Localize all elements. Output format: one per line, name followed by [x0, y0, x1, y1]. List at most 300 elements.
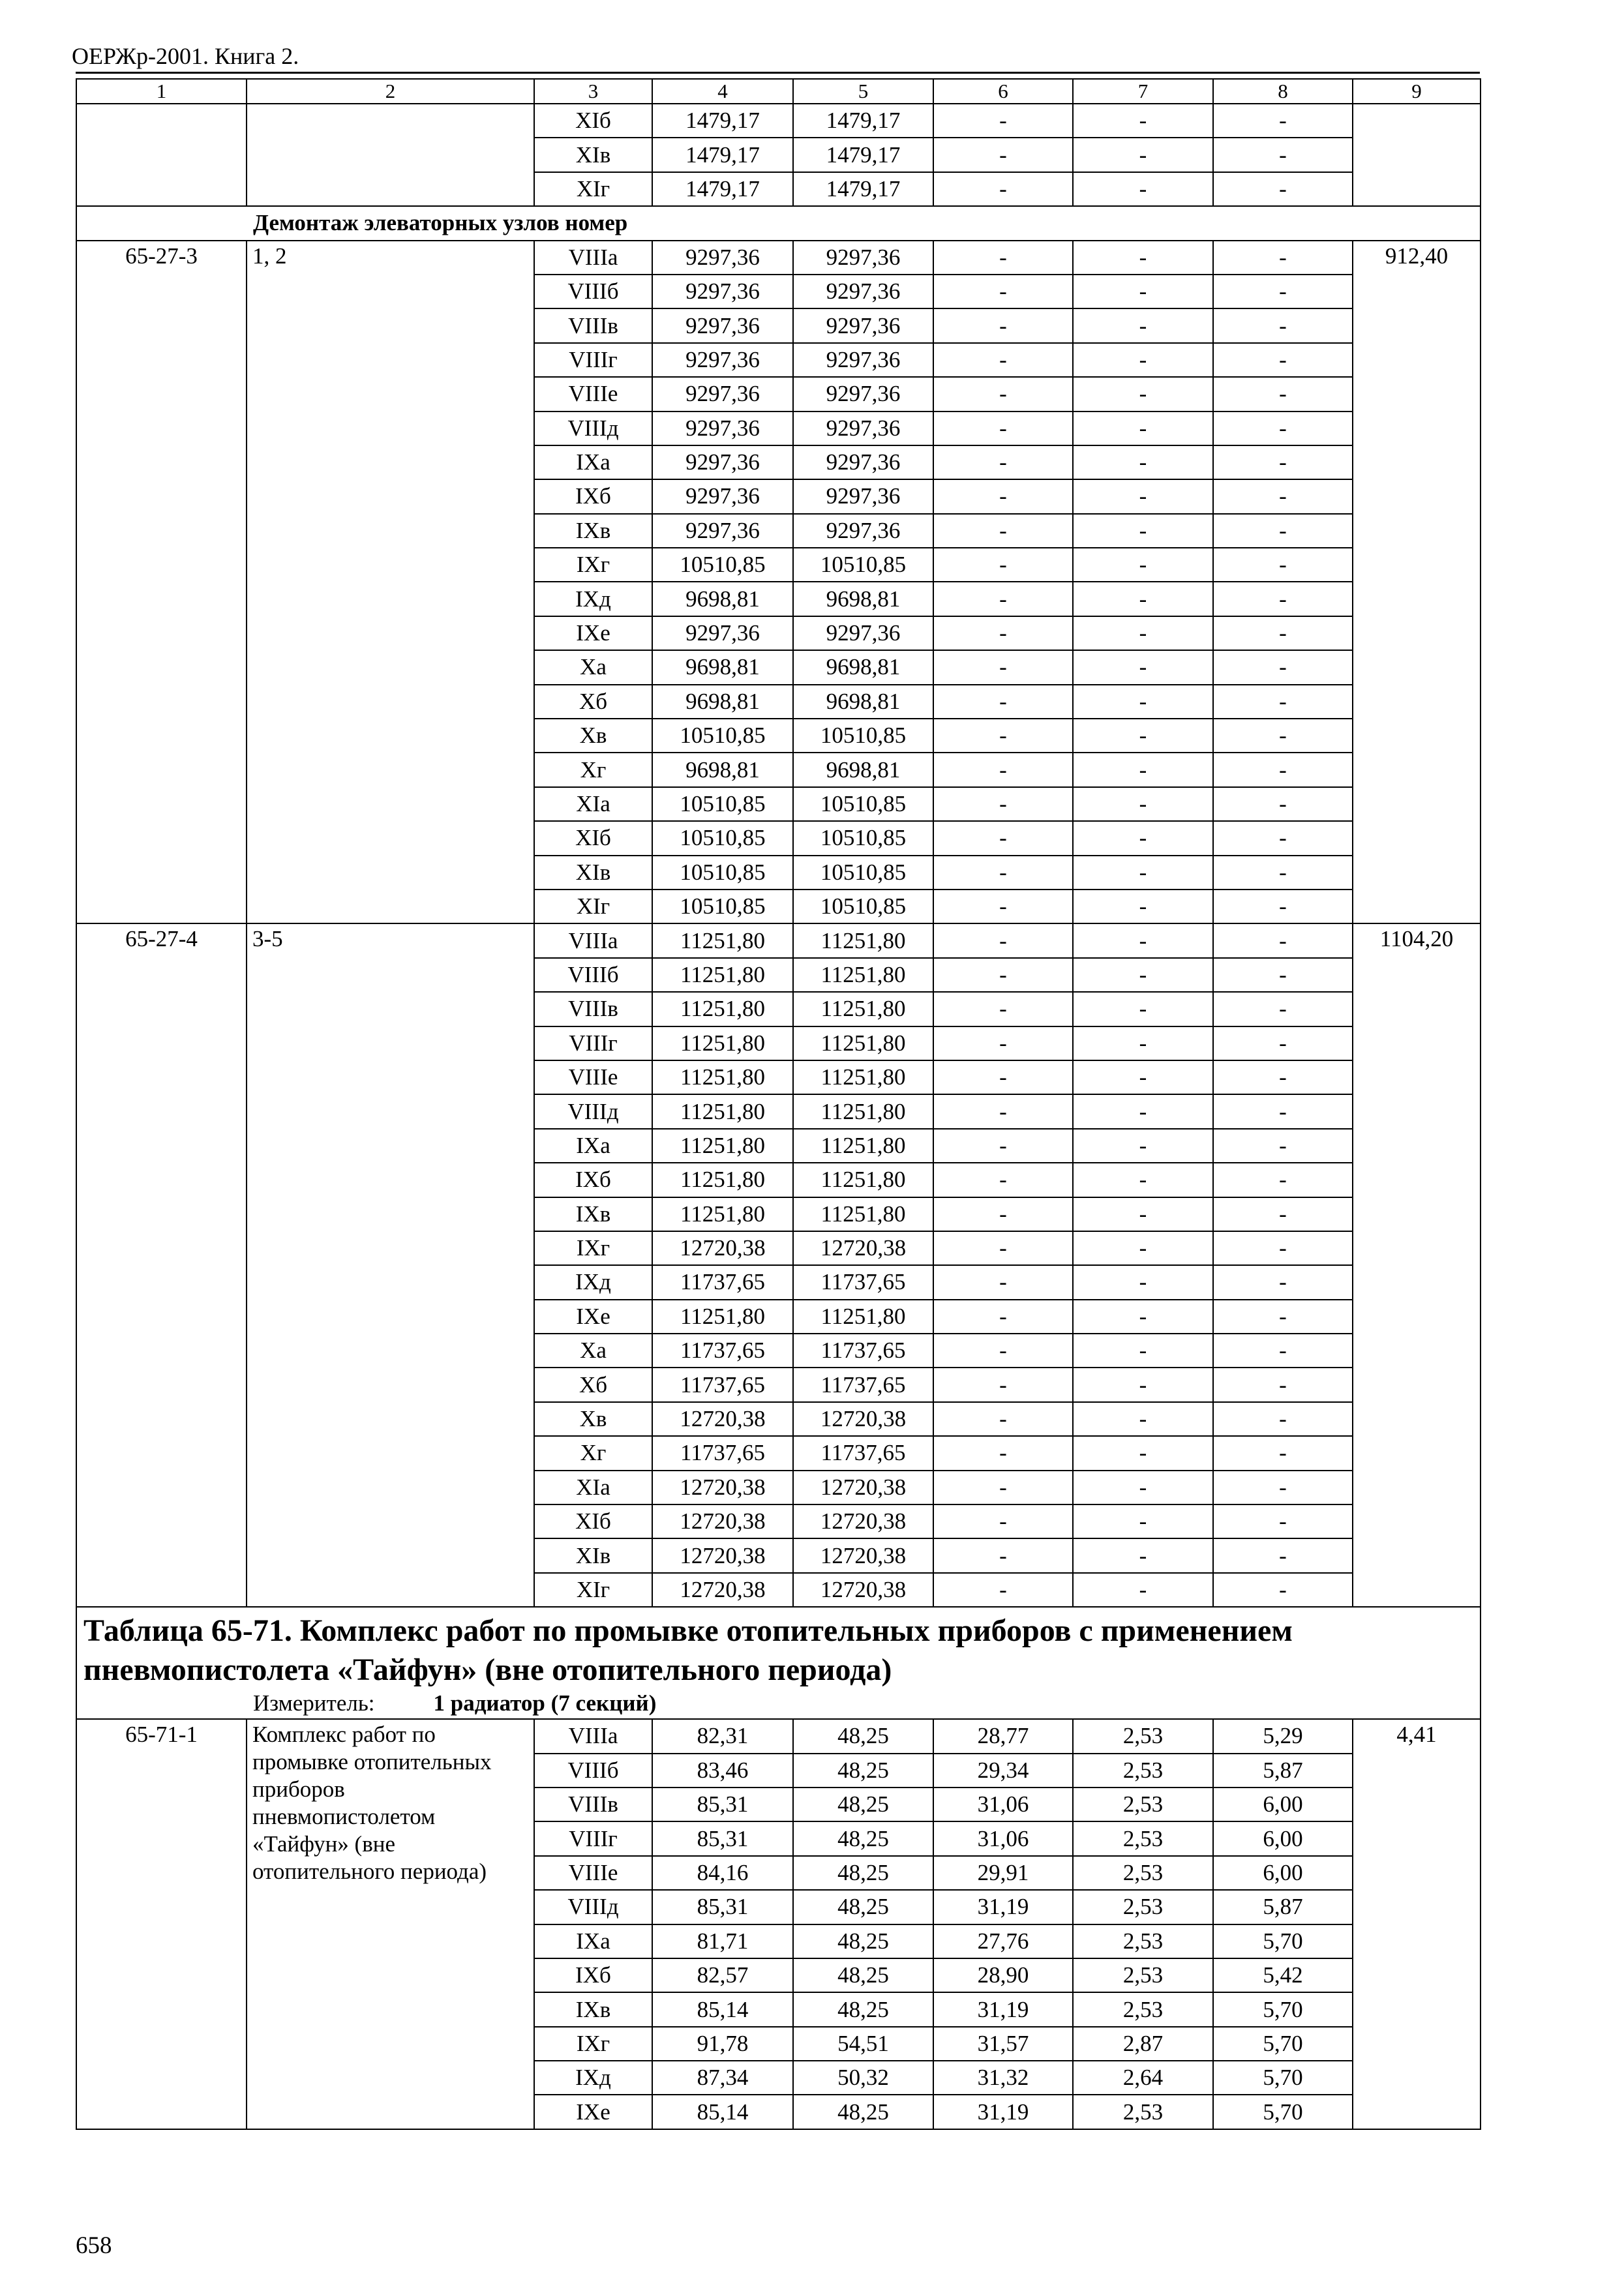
total-cost-cell: 11251,80: [652, 958, 793, 992]
labor-cost-cell: 48,25: [793, 1754, 933, 1788]
labor-cost-cell: 11251,80: [793, 992, 933, 1026]
total-cost-cell: 12720,38: [652, 1573, 793, 1607]
labor-cost-cell: 9297,36: [793, 308, 933, 342]
operator-wage-cell: 2,53: [1073, 1958, 1213, 1992]
total-cost-cell: 84,16: [652, 1856, 793, 1890]
labor-cost-cell: 9297,36: [793, 275, 933, 308]
materials-cost-cell: -: [1213, 821, 1353, 855]
materials-cost-cell: -: [1213, 548, 1353, 582]
operator-wage-cell: -: [1073, 1436, 1213, 1470]
category-cell: IXа: [534, 1924, 652, 1958]
machine-cost-cell: -: [933, 1504, 1073, 1538]
rates-table-body: [76, 79, 1481, 2129]
materials-cost-cell: -: [1213, 377, 1353, 411]
materials-cost-cell: 5,87: [1213, 1890, 1353, 1924]
operator-wage-cell: 2,53: [1073, 1788, 1213, 1821]
total-cost-cell: 9297,36: [652, 616, 793, 650]
materials-cost-cell: -: [1213, 104, 1353, 138]
operator-wage-cell: -: [1073, 1538, 1213, 1572]
category-cell: VIIIв: [534, 1788, 652, 1821]
total-cost-cell: 82,31: [652, 1719, 793, 1753]
total-cost-cell: 9297,36: [652, 514, 793, 548]
operator-wage-cell: -: [1073, 479, 1213, 513]
labor-cost-cell: 48,25: [793, 1958, 933, 1992]
labor-cost-cell: 11737,65: [793, 1265, 933, 1299]
materials-cost-cell: -: [1213, 1300, 1353, 1334]
materials-cost-cell: -: [1213, 992, 1353, 1026]
materials-cost-cell: -: [1213, 650, 1353, 684]
labor-cost-cell: 48,25: [793, 1788, 933, 1821]
materials-cost-cell: -: [1213, 1471, 1353, 1504]
rates-table: [76, 78, 1481, 2130]
materials-cost-cell: -: [1213, 719, 1353, 753]
operator-wage-cell: -: [1073, 685, 1213, 719]
total-cost-cell: 11251,80: [652, 1129, 793, 1163]
machine-cost-cell: -: [933, 275, 1073, 308]
labor-cost-cell: 48,25: [793, 1719, 933, 1753]
materials-cost-cell: 5,70: [1213, 2095, 1353, 2129]
category-cell: IXв: [534, 514, 652, 548]
operator-wage-cell: -: [1073, 411, 1213, 445]
total-cost-cell: 10510,85: [652, 890, 793, 923]
machine-cost-cell: -: [933, 1129, 1073, 1163]
machine-cost-cell: -: [933, 582, 1073, 616]
machine-cost-cell: -: [933, 308, 1073, 342]
materials-cost-cell: -: [1213, 138, 1353, 172]
machine-cost-cell: -: [933, 1265, 1073, 1299]
total-cost-cell: 1479,17: [652, 138, 793, 172]
materials-cost-cell: -: [1213, 1504, 1353, 1538]
column-header-4: 4: [652, 79, 793, 104]
materials-cost-cell: -: [1213, 275, 1353, 308]
machine-cost-cell: 29,34: [933, 1754, 1073, 1788]
category-cell: VIIIе: [534, 377, 652, 411]
total-cost-cell: 9297,36: [652, 275, 793, 308]
labor-cost-cell: 10510,85: [793, 856, 933, 890]
total-cost-cell: 11251,80: [652, 1163, 793, 1197]
labor-cost-cell: 10510,85: [793, 548, 933, 582]
materials-cost-cell: -: [1213, 685, 1353, 719]
table-heading-line-1: Таблица 65-71. Комплекс работ по промывке отопительных приборов с применением: [83, 1613, 1293, 1649]
machine-cost-cell: -: [933, 1231, 1073, 1265]
machine-cost-cell: 31,19: [933, 1992, 1073, 2026]
total-cost-cell: 11251,80: [652, 992, 793, 1026]
machine-cost-cell: -: [933, 753, 1073, 786]
machine-cost-cell: -: [933, 1300, 1073, 1334]
category-cell: Xб: [534, 685, 652, 719]
labor-cost-cell: 12720,38: [793, 1471, 933, 1504]
machine-cost-cell: -: [933, 445, 1073, 479]
total-cost-cell: 9297,36: [652, 445, 793, 479]
materials-cost-cell: -: [1213, 514, 1353, 548]
labor-cost-cell: 9698,81: [793, 685, 933, 719]
labor-cost-cell: 48,25: [793, 2095, 933, 2129]
machine-cost-cell: -: [933, 1060, 1073, 1094]
category-cell: IXа: [534, 445, 652, 479]
job-description-line: приборов: [252, 1776, 345, 1803]
job-description: 3-5: [247, 923, 534, 1607]
machine-cost-cell: -: [933, 958, 1073, 992]
category-cell: IXг: [534, 548, 652, 582]
machine-cost-cell: -: [933, 787, 1073, 821]
materials-cost-cell: -: [1213, 923, 1353, 957]
labor-cost-cell: 11251,80: [793, 1129, 933, 1163]
labor-cost-cell: 9297,36: [793, 411, 933, 445]
category-cell: XIв: [534, 856, 652, 890]
operator-wage-cell: -: [1073, 1300, 1213, 1334]
total-cost-cell: 10510,85: [652, 548, 793, 582]
category-cell: IXд: [534, 582, 652, 616]
table-heading: [76, 1607, 1481, 1719]
materials-cost-cell: 5,42: [1213, 1958, 1353, 1992]
section-row: [76, 206, 1481, 240]
materials-cost-cell: -: [1213, 241, 1353, 275]
materials-cost-cell: -: [1213, 1573, 1353, 1607]
job-description-line: «Тайфун» (вне: [252, 1831, 396, 1857]
category-cell: VIIIг: [534, 1026, 652, 1060]
materials-cost-cell: -: [1213, 787, 1353, 821]
labor-cost-cell: 9297,36: [793, 514, 933, 548]
section-title: Демонтаж элеваторных узлов номер: [76, 206, 1481, 240]
machine-cost-cell: -: [933, 1436, 1073, 1470]
labor-cost-cell: 48,25: [793, 1821, 933, 1855]
labor-cost-cell: 11251,80: [793, 1060, 933, 1094]
category-cell: IXб: [534, 1958, 652, 1992]
operator-wage-cell: -: [1073, 1368, 1213, 1401]
column-header-row: [76, 79, 1481, 104]
materials-cost-cell: -: [1213, 411, 1353, 445]
category-cell: VIIIе: [534, 1060, 652, 1094]
materials-cost-cell: 5,29: [1213, 1719, 1353, 1753]
job-description: [247, 1719, 534, 2129]
total-cost-cell: 9698,81: [652, 650, 793, 684]
materials-cost-cell: -: [1213, 1538, 1353, 1572]
table-row: [76, 104, 1481, 138]
category-cell: VIIIв: [534, 308, 652, 342]
materials-cost-cell: -: [1213, 1265, 1353, 1299]
category-cell: XIб: [534, 821, 652, 855]
materials-cost-cell: -: [1213, 445, 1353, 479]
rate-code: 65-27-3: [76, 241, 247, 924]
machine-cost-cell: -: [933, 241, 1073, 275]
labor-cost-cell: 9297,36: [793, 479, 933, 513]
category-cell: VIIIб: [534, 275, 652, 308]
labor-cost-cell: 54,51: [793, 2027, 933, 2061]
machine-cost-cell: -: [933, 1197, 1073, 1231]
materials-cost-cell: -: [1213, 856, 1353, 890]
total-cost-cell: 82,57: [652, 1958, 793, 1992]
machine-cost-cell: -: [933, 1368, 1073, 1401]
total-cost-cell: 9297,36: [652, 479, 793, 513]
operator-wage-cell: -: [1073, 1334, 1213, 1368]
total-cost-cell: 12720,38: [652, 1538, 793, 1572]
labor-cost-cell: 48,25: [793, 1924, 933, 1958]
machine-cost-cell: -: [933, 992, 1073, 1026]
total-cost-cell: 12720,38: [652, 1504, 793, 1538]
category-cell: IXб: [534, 479, 652, 513]
operator-wage-cell: 2,64: [1073, 2061, 1213, 2095]
category-cell: IXг: [534, 2027, 652, 2061]
labor-cost-cell: 48,25: [793, 1992, 933, 2026]
operator-wage-cell: 2,53: [1073, 1754, 1213, 1788]
labor-cost-cell: 10510,85: [793, 890, 933, 923]
labor-cost-cell: 1479,17: [793, 138, 933, 172]
total-cost-cell: 1479,17: [652, 104, 793, 138]
operator-wage-cell: -: [1073, 1129, 1213, 1163]
labor-cost-cell: 9698,81: [793, 753, 933, 786]
operator-wage-cell: 2,53: [1073, 2095, 1213, 2129]
category-cell: VIIIд: [534, 1094, 652, 1128]
machine-cost-cell: -: [933, 1026, 1073, 1060]
materials-cost-cell: 5,70: [1213, 2061, 1353, 2095]
category-cell: IXв: [534, 1197, 652, 1231]
labor-cost-cell: 9297,36: [793, 377, 933, 411]
materials-cost-cell: -: [1213, 1060, 1353, 1094]
running-header: ОЕРЖр-2001. Книга 2.: [72, 43, 299, 69]
operator-wage-cell: 2,53: [1073, 1719, 1213, 1753]
page-number: 658: [76, 2232, 112, 2259]
table-heading-row: [76, 1607, 1481, 1719]
operator-wage-cell: -: [1073, 104, 1213, 138]
total-cost-cell: 12720,38: [652, 1471, 793, 1504]
labor-cost-cell: 11251,80: [793, 1026, 933, 1060]
machine-cost-cell: -: [933, 1538, 1073, 1572]
materials-cost-cell: 6,00: [1213, 1821, 1353, 1855]
materials-cost-cell: -: [1213, 308, 1353, 342]
materials-cost-cell: 5,70: [1213, 1992, 1353, 2026]
total-cost-cell: 11251,80: [652, 1060, 793, 1094]
labor-cost-cell: 9297,36: [793, 241, 933, 275]
machine-cost-cell: -: [933, 685, 1073, 719]
machine-cost-cell: -: [933, 890, 1073, 923]
labor-cost-cell: 10510,85: [793, 821, 933, 855]
column-header-2: 2: [247, 79, 534, 104]
operator-wage-cell: -: [1073, 1094, 1213, 1128]
labor-cost-cell: 12720,38: [793, 1538, 933, 1572]
operator-wage-cell: -: [1073, 582, 1213, 616]
operator-wage-cell: -: [1073, 821, 1213, 855]
operator-wage-cell: -: [1073, 138, 1213, 172]
operator-wage-cell: -: [1073, 172, 1213, 206]
labor-cost-cell: 12720,38: [793, 1402, 933, 1436]
total-cost-cell: 11251,80: [652, 1094, 793, 1128]
machine-cost-cell: -: [933, 479, 1073, 513]
operator-wage-cell: -: [1073, 958, 1213, 992]
measure-value: 1 радиатор (7 секций): [433, 1690, 657, 1716]
machine-cost-cell: 31,19: [933, 2095, 1073, 2129]
column-header-5: 5: [793, 79, 933, 104]
total-cost-cell: 81,71: [652, 1924, 793, 1958]
table-row: [76, 1719, 1481, 1753]
total-cost-cell: 9698,81: [652, 753, 793, 786]
machine-cost-cell: -: [933, 1094, 1073, 1128]
machine-cost-cell: -: [933, 1471, 1073, 1504]
total-cost-cell: 9297,36: [652, 377, 793, 411]
labor-cost-cell: 11251,80: [793, 1300, 933, 1334]
operator-wage-cell: -: [1073, 1471, 1213, 1504]
category-cell: VIIIв: [534, 992, 652, 1026]
materials-cost-cell: 5,70: [1213, 2027, 1353, 2061]
category-cell: Xа: [534, 1334, 652, 1368]
machine-cost-cell: 31,06: [933, 1788, 1073, 1821]
machine-cost-cell: -: [933, 856, 1073, 890]
labor-cost-cell: 11737,65: [793, 1368, 933, 1401]
total-cost-cell: 12720,38: [652, 1402, 793, 1436]
operator-wage-cell: -: [1073, 548, 1213, 582]
labor-hours: 1104,20: [1353, 923, 1481, 1607]
job-description-line: Комплекс работ по: [252, 1722, 436, 1748]
labor-cost-cell: 10510,85: [793, 787, 933, 821]
machine-cost-cell: -: [933, 138, 1073, 172]
machine-cost-cell: -: [933, 1334, 1073, 1368]
measure-line: [83, 1690, 1473, 1717]
category-cell: VIIIд: [534, 411, 652, 445]
category-cell: IXе: [534, 2095, 652, 2129]
rate-code: 65-27-4: [76, 923, 247, 1607]
operator-wage-cell: 2,53: [1073, 1924, 1213, 1958]
total-cost-cell: 9297,36: [652, 241, 793, 275]
labor-cost-cell: 12720,38: [793, 1231, 933, 1265]
labor-cost-cell: 9698,81: [793, 650, 933, 684]
operator-wage-cell: -: [1073, 1504, 1213, 1538]
measure-label: Измеритель:: [253, 1690, 375, 1716]
operator-wage-cell: -: [1073, 1026, 1213, 1060]
operator-wage-cell: -: [1073, 1197, 1213, 1231]
total-cost-cell: 9297,36: [652, 343, 793, 377]
total-cost-cell: 12720,38: [652, 1231, 793, 1265]
operator-wage-cell: -: [1073, 445, 1213, 479]
operator-wage-cell: -: [1073, 753, 1213, 786]
operator-wage-cell: 2,53: [1073, 1992, 1213, 2026]
job-description-line: пневмопистолетом: [252, 1804, 436, 1830]
materials-cost-cell: -: [1213, 1094, 1353, 1128]
category-cell: Xг: [534, 753, 652, 786]
category-cell: IXе: [534, 1300, 652, 1334]
labor-cost-cell: 1479,17: [793, 172, 933, 206]
labor-cost-cell: 11251,80: [793, 958, 933, 992]
category-cell: VIIIд: [534, 1890, 652, 1924]
machine-cost-cell: -: [933, 616, 1073, 650]
operator-wage-cell: 2,53: [1073, 1890, 1213, 1924]
machine-cost-cell: 27,76: [933, 1924, 1073, 1958]
total-cost-cell: 1479,17: [652, 172, 793, 206]
category-cell: XIб: [534, 1504, 652, 1538]
total-cost-cell: 11737,65: [652, 1334, 793, 1368]
machine-cost-cell: -: [933, 1573, 1073, 1607]
operator-wage-cell: -: [1073, 719, 1213, 753]
category-cell: Xб: [534, 1368, 652, 1401]
materials-cost-cell: -: [1213, 582, 1353, 616]
operator-wage-cell: 2,53: [1073, 1821, 1213, 1855]
category-cell: XIг: [534, 1573, 652, 1607]
total-cost-cell: 11737,65: [652, 1265, 793, 1299]
category-cell: XIг: [534, 172, 652, 206]
category-cell: IXе: [534, 616, 652, 650]
machine-cost-cell: 28,90: [933, 1958, 1073, 1992]
job-description: 1, 2: [247, 241, 534, 924]
total-cost-cell: 11251,80: [652, 1197, 793, 1231]
materials-cost-cell: -: [1213, 958, 1353, 992]
labor-hours: 912,40: [1353, 241, 1481, 924]
operator-wage-cell: -: [1073, 650, 1213, 684]
materials-cost-cell: -: [1213, 1197, 1353, 1231]
materials-cost-cell: -: [1213, 1436, 1353, 1470]
category-cell: XIб: [534, 104, 652, 138]
machine-cost-cell: -: [933, 104, 1073, 138]
total-cost-cell: 10510,85: [652, 821, 793, 855]
category-cell: Xв: [534, 1402, 652, 1436]
machine-cost-cell: -: [933, 172, 1073, 206]
operator-wage-cell: 2,87: [1073, 2027, 1213, 2061]
operator-wage-cell: -: [1073, 514, 1213, 548]
machine-cost-cell: -: [933, 719, 1073, 753]
category-cell: IXг: [534, 1231, 652, 1265]
labor-cost-cell: 48,25: [793, 1890, 933, 1924]
operator-wage-cell: -: [1073, 856, 1213, 890]
machine-cost-cell: -: [933, 377, 1073, 411]
total-cost-cell: 10510,85: [652, 787, 793, 821]
total-cost-cell: 85,14: [652, 2095, 793, 2129]
labor-cost-cell: 12720,38: [793, 1504, 933, 1538]
column-header-1: 1: [76, 79, 247, 104]
operator-wage-cell: -: [1073, 890, 1213, 923]
category-cell: VIIIа: [534, 1719, 652, 1753]
materials-cost-cell: 5,70: [1213, 1924, 1353, 1958]
total-cost-cell: 10510,85: [652, 856, 793, 890]
category-cell: VIIIе: [534, 1856, 652, 1890]
materials-cost-cell: -: [1213, 1402, 1353, 1436]
materials-cost-cell: -: [1213, 616, 1353, 650]
labor-cost-cell: 9297,36: [793, 445, 933, 479]
category-cell: IXб: [534, 1163, 652, 1197]
table-row: [76, 241, 1481, 275]
operator-wage-cell: -: [1073, 308, 1213, 342]
machine-cost-cell: -: [933, 923, 1073, 957]
category-cell: VIIIг: [534, 343, 652, 377]
job-description: [247, 104, 534, 206]
materials-cost-cell: -: [1213, 1129, 1353, 1163]
materials-cost-cell: -: [1213, 890, 1353, 923]
machine-cost-cell: 28,77: [933, 1719, 1073, 1753]
labor-cost-cell: 11251,80: [793, 1197, 933, 1231]
category-cell: XIв: [534, 138, 652, 172]
total-cost-cell: 87,34: [652, 2061, 793, 2095]
machine-cost-cell: 31,06: [933, 1821, 1073, 1855]
labor-cost-cell: 12720,38: [793, 1573, 933, 1607]
category-cell: IXд: [534, 1265, 652, 1299]
category-cell: XIа: [534, 1471, 652, 1504]
total-cost-cell: 85,31: [652, 1788, 793, 1821]
category-cell: Xа: [534, 650, 652, 684]
labor-cost-cell: 10510,85: [793, 719, 933, 753]
labor-cost-cell: 9698,81: [793, 582, 933, 616]
materials-cost-cell: -: [1213, 343, 1353, 377]
materials-cost-cell: -: [1213, 1231, 1353, 1265]
category-cell: Xг: [534, 1436, 652, 1470]
column-header-6: 6: [933, 79, 1073, 104]
machine-cost-cell: -: [933, 1163, 1073, 1197]
total-cost-cell: 9698,81: [652, 582, 793, 616]
machine-cost-cell: -: [933, 821, 1073, 855]
rate-code: 65-71-1: [76, 1719, 247, 2129]
operator-wage-cell: -: [1073, 923, 1213, 957]
column-header-3: 3: [534, 79, 652, 104]
materials-cost-cell: -: [1213, 1334, 1353, 1368]
rate-code: [76, 104, 247, 206]
header-rule: [76, 72, 1480, 74]
machine-cost-cell: 29,91: [933, 1856, 1073, 1890]
total-cost-cell: 85,31: [652, 1821, 793, 1855]
